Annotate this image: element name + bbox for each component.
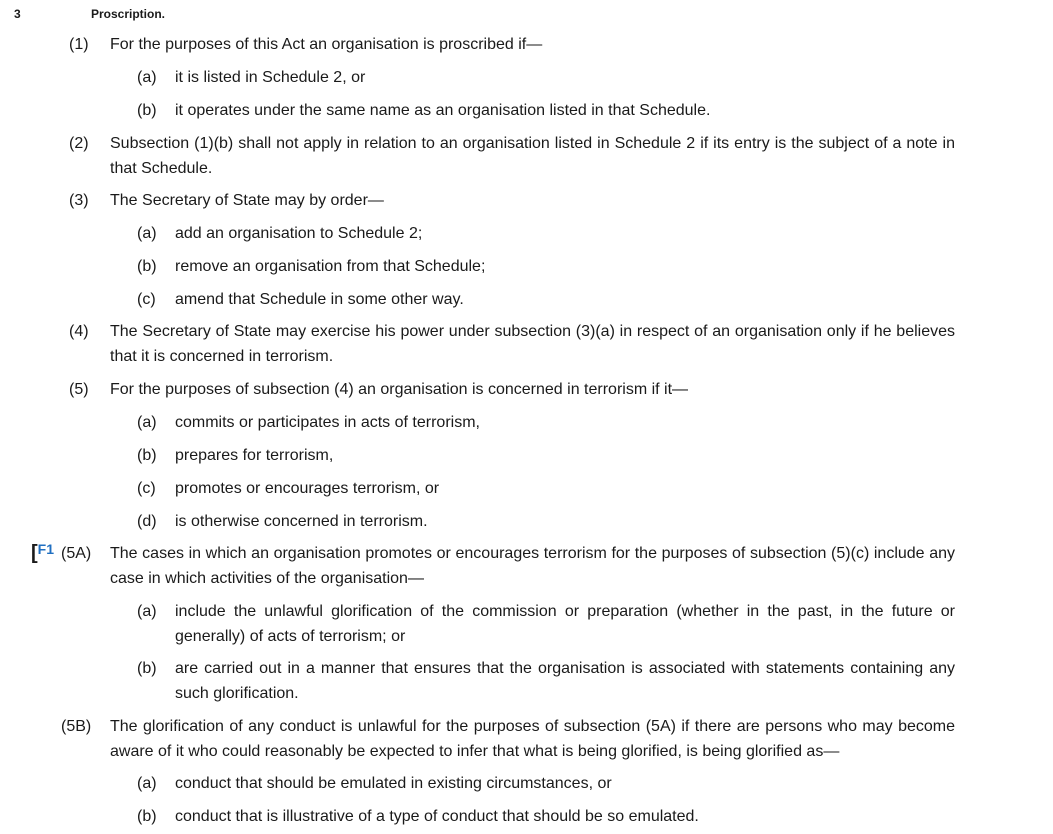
- subsection-number: (4): [69, 323, 89, 340]
- amendment-marker: [31, 541, 54, 568]
- paragraph-number: (a): [137, 69, 157, 86]
- subsection-number: (3): [69, 192, 89, 209]
- subsection-text: The glorification of any conduct is unlawful for the purposes of subsection (5A) if there are persons who may become aware of it who could reasonably be expected to infer that what is being glorified, is being glorified as—: [110, 718, 955, 760]
- paragraph-number: (a): [137, 775, 157, 792]
- paragraph-text: it operates under the same name as an organisation listed in that Schedule.: [175, 102, 711, 119]
- subsection-text: For the purposes of subsection (4) an organisation is concerned in terrorism if it—: [110, 381, 689, 398]
- paragraph-number: (a): [137, 225, 157, 242]
- subsection-number: (2): [69, 135, 89, 152]
- paragraph-number: (b): [137, 447, 157, 464]
- paragraph-text: is otherwise concerned in terrorism.: [175, 513, 428, 530]
- paragraph-text: are carried out in a manner that ensures that the organisation is associated with statements containing any such glorification.: [175, 660, 955, 702]
- paragraph-text: remove an organisation from that Schedule;: [175, 258, 486, 275]
- paragraph-number: (d): [137, 513, 157, 530]
- subsection-number: (1): [69, 36, 89, 53]
- paragraph-number: (c): [137, 480, 156, 497]
- section-title: Proscription.: [91, 7, 166, 21]
- section-number: 3: [14, 7, 21, 21]
- subsection-text: The cases in which an organisation promotes or encourages terrorism for the purposes of subsection (5)(c) include any case in which activities of the organisation—: [110, 545, 955, 587]
- subsection-text: The Secretary of State may by order—: [110, 192, 384, 209]
- paragraph-text: add an organisation to Schedule 2;: [175, 225, 423, 242]
- paragraph-number: (b): [137, 258, 157, 275]
- paragraph-text: conduct that should be emulated in existing circumstances, or: [175, 775, 612, 792]
- paragraph-number: (b): [137, 808, 157, 825]
- paragraph-number: (b): [137, 102, 157, 119]
- paragraph-number: (c): [137, 291, 156, 308]
- subsection-number: (5B): [61, 718, 92, 735]
- paragraph-text: commits or participates in acts of terrorism,: [175, 414, 480, 431]
- paragraph-text: include the unlawful glorification of the commission or preparation (whether in the past, in the future or generally) of acts of terrorism; or: [175, 603, 955, 645]
- subsection-number: (5A): [61, 545, 92, 562]
- amendment-bracket: [: [31, 542, 38, 564]
- paragraph-number: (a): [137, 603, 157, 620]
- paragraph-number: (b): [137, 660, 157, 677]
- paragraph-text: amend that Schedule in some other way.: [175, 291, 464, 308]
- paragraph-text: conduct that is illustrative of a type of conduct that should be so emulated.: [175, 808, 699, 825]
- paragraph-text: it is listed in Schedule 2, or: [175, 69, 366, 86]
- subsection-number: (5): [69, 381, 89, 398]
- subsection-text: The Secretary of State may exercise his power under subsection (3)(a) in respect of an organisation only if he believes that it is concerned in terrorism.: [110, 323, 955, 365]
- amendment-reference-link[interactable]: F1: [37, 541, 55, 557]
- paragraph-text: promotes or encourages terrorism, or: [175, 480, 440, 497]
- paragraph-number: (a): [137, 414, 157, 431]
- subsection-text: For the purposes of this Act an organisation is proscribed if—: [110, 36, 543, 53]
- paragraph-text: prepares for terrorism,: [175, 447, 334, 464]
- subsection-text: Subsection (1)(b) shall not apply in relation to an organisation listed in Schedule 2 if its entry is the subject of a note in that Schedule.: [110, 135, 955, 177]
